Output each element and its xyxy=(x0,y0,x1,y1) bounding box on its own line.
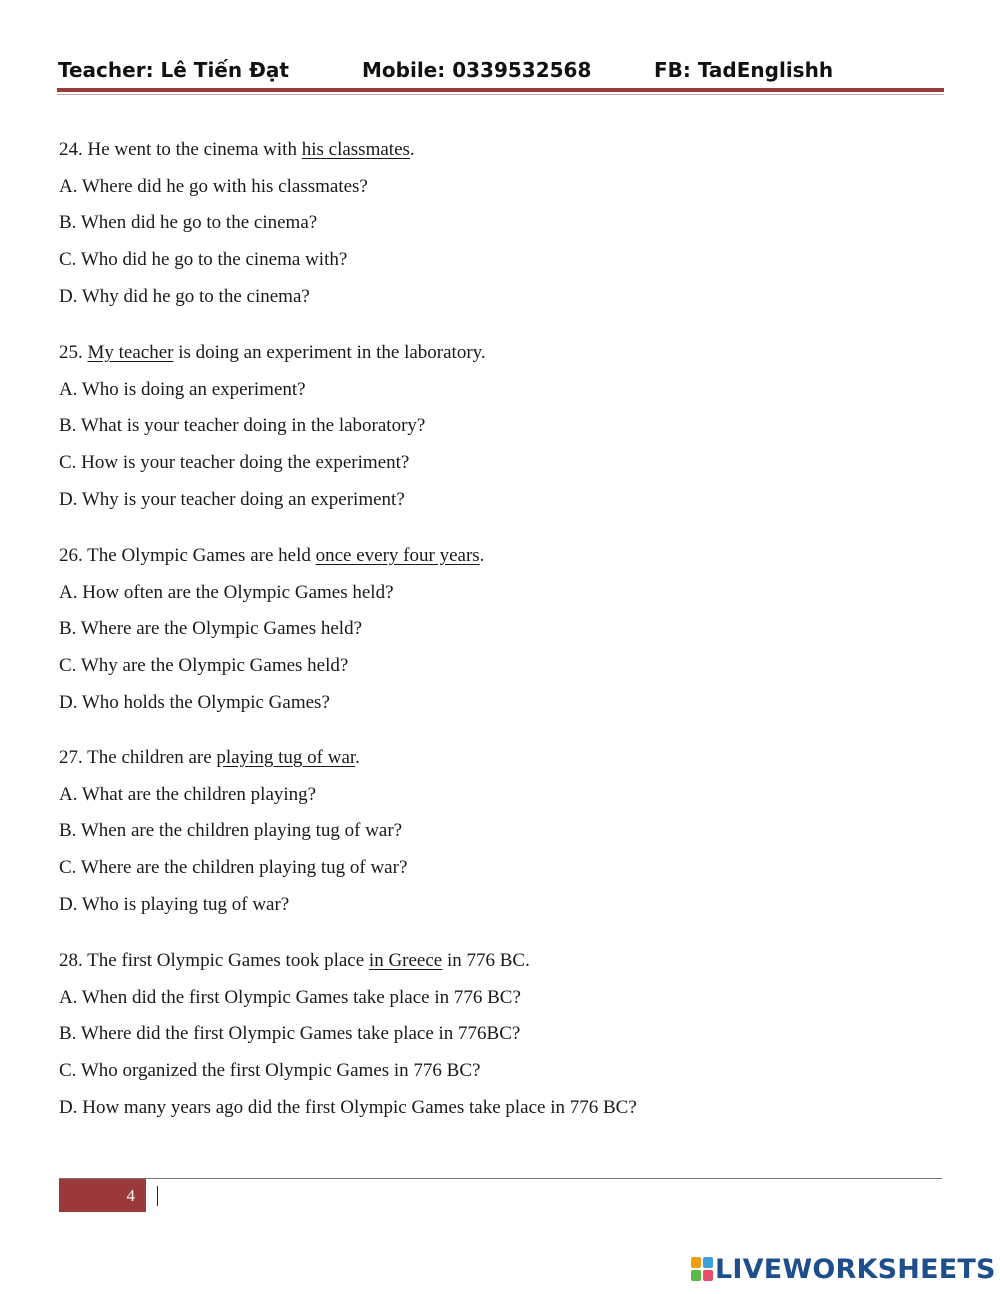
option-a[interactable]: A. When did the first Olympic Games take place in 776 BC? xyxy=(59,987,521,1008)
question-stem: 27. The children are playing tug of war. xyxy=(59,747,360,768)
option-a[interactable]: A. How often are the Olympic Games held? xyxy=(59,582,394,603)
footer-divider xyxy=(59,1178,942,1179)
option-c[interactable]: C. Who did he go to the cinema with? xyxy=(59,249,348,270)
page-header xyxy=(58,58,944,88)
option-c[interactable]: C. Why are the Olympic Games held? xyxy=(59,655,349,676)
logo-text: LIVEWORKSHEETS xyxy=(715,1254,996,1285)
question-stem: 25. My teacher is doing an experiment in the laboratory. xyxy=(59,342,486,363)
option-c[interactable]: C. How is your teacher doing the experiment? xyxy=(59,452,410,473)
logo-grid-icon xyxy=(691,1257,713,1281)
header-divider-thin xyxy=(57,94,944,95)
question-stem: 24. He went to the cinema with his classmates. xyxy=(59,139,415,160)
option-d[interactable]: D. Who is playing tug of war? xyxy=(59,894,290,915)
teacher-name: Teacher: Lê Tiến Đạt xyxy=(58,58,289,82)
option-a[interactable]: A. What are the children playing? xyxy=(59,784,317,805)
option-b[interactable]: B. When did he go to the cinema? xyxy=(59,212,318,233)
option-d[interactable]: D. Why is your teacher doing an experiment? xyxy=(59,489,405,510)
page-separator xyxy=(157,1186,158,1206)
mobile-number: Mobile: 0339532568 xyxy=(362,58,592,82)
option-b[interactable]: B. Where did the first Olympic Games take place in 776BC? xyxy=(59,1023,521,1044)
option-d[interactable]: D. Why did he go to the cinema? xyxy=(59,286,310,307)
underlined-phrase: My teacher xyxy=(87,342,174,363)
underlined-phrase: playing tug of war xyxy=(216,747,356,768)
question-stem: 28. The first Olympic Games took place in Greece in 776 BC. xyxy=(59,950,530,971)
option-d[interactable]: D. Who holds the Olympic Games? xyxy=(59,692,330,713)
underlined-phrase: once every four years xyxy=(315,545,480,566)
facebook-handle: FB: TadEnglishh xyxy=(654,58,834,82)
option-a[interactable]: A. Where did he go with his classmates? xyxy=(59,176,368,197)
option-b[interactable]: B. When are the children playing tug of war? xyxy=(59,820,403,841)
option-c[interactable]: C. Who organized the first Olympic Games in 776 BC? xyxy=(59,1060,481,1081)
option-b[interactable]: B. What is your teacher doing in the laboratory? xyxy=(59,415,426,436)
option-c[interactable]: C. Where are the children playing tug of war? xyxy=(59,857,408,878)
question-stem: 26. The Olympic Games are held once every four years. xyxy=(59,545,485,566)
option-b[interactable]: B. Where are the Olympic Games held? xyxy=(59,618,363,639)
option-d[interactable]: D. How many years ago did the first Olympic Games take place in 776 BC? xyxy=(59,1097,637,1118)
underlined-phrase: his classmates xyxy=(301,139,410,160)
option-a[interactable]: A. Who is doing an experiment? xyxy=(59,379,306,400)
page-number: 4 xyxy=(59,1179,146,1212)
header-divider xyxy=(57,88,944,92)
underlined-phrase: in Greece xyxy=(368,950,443,971)
